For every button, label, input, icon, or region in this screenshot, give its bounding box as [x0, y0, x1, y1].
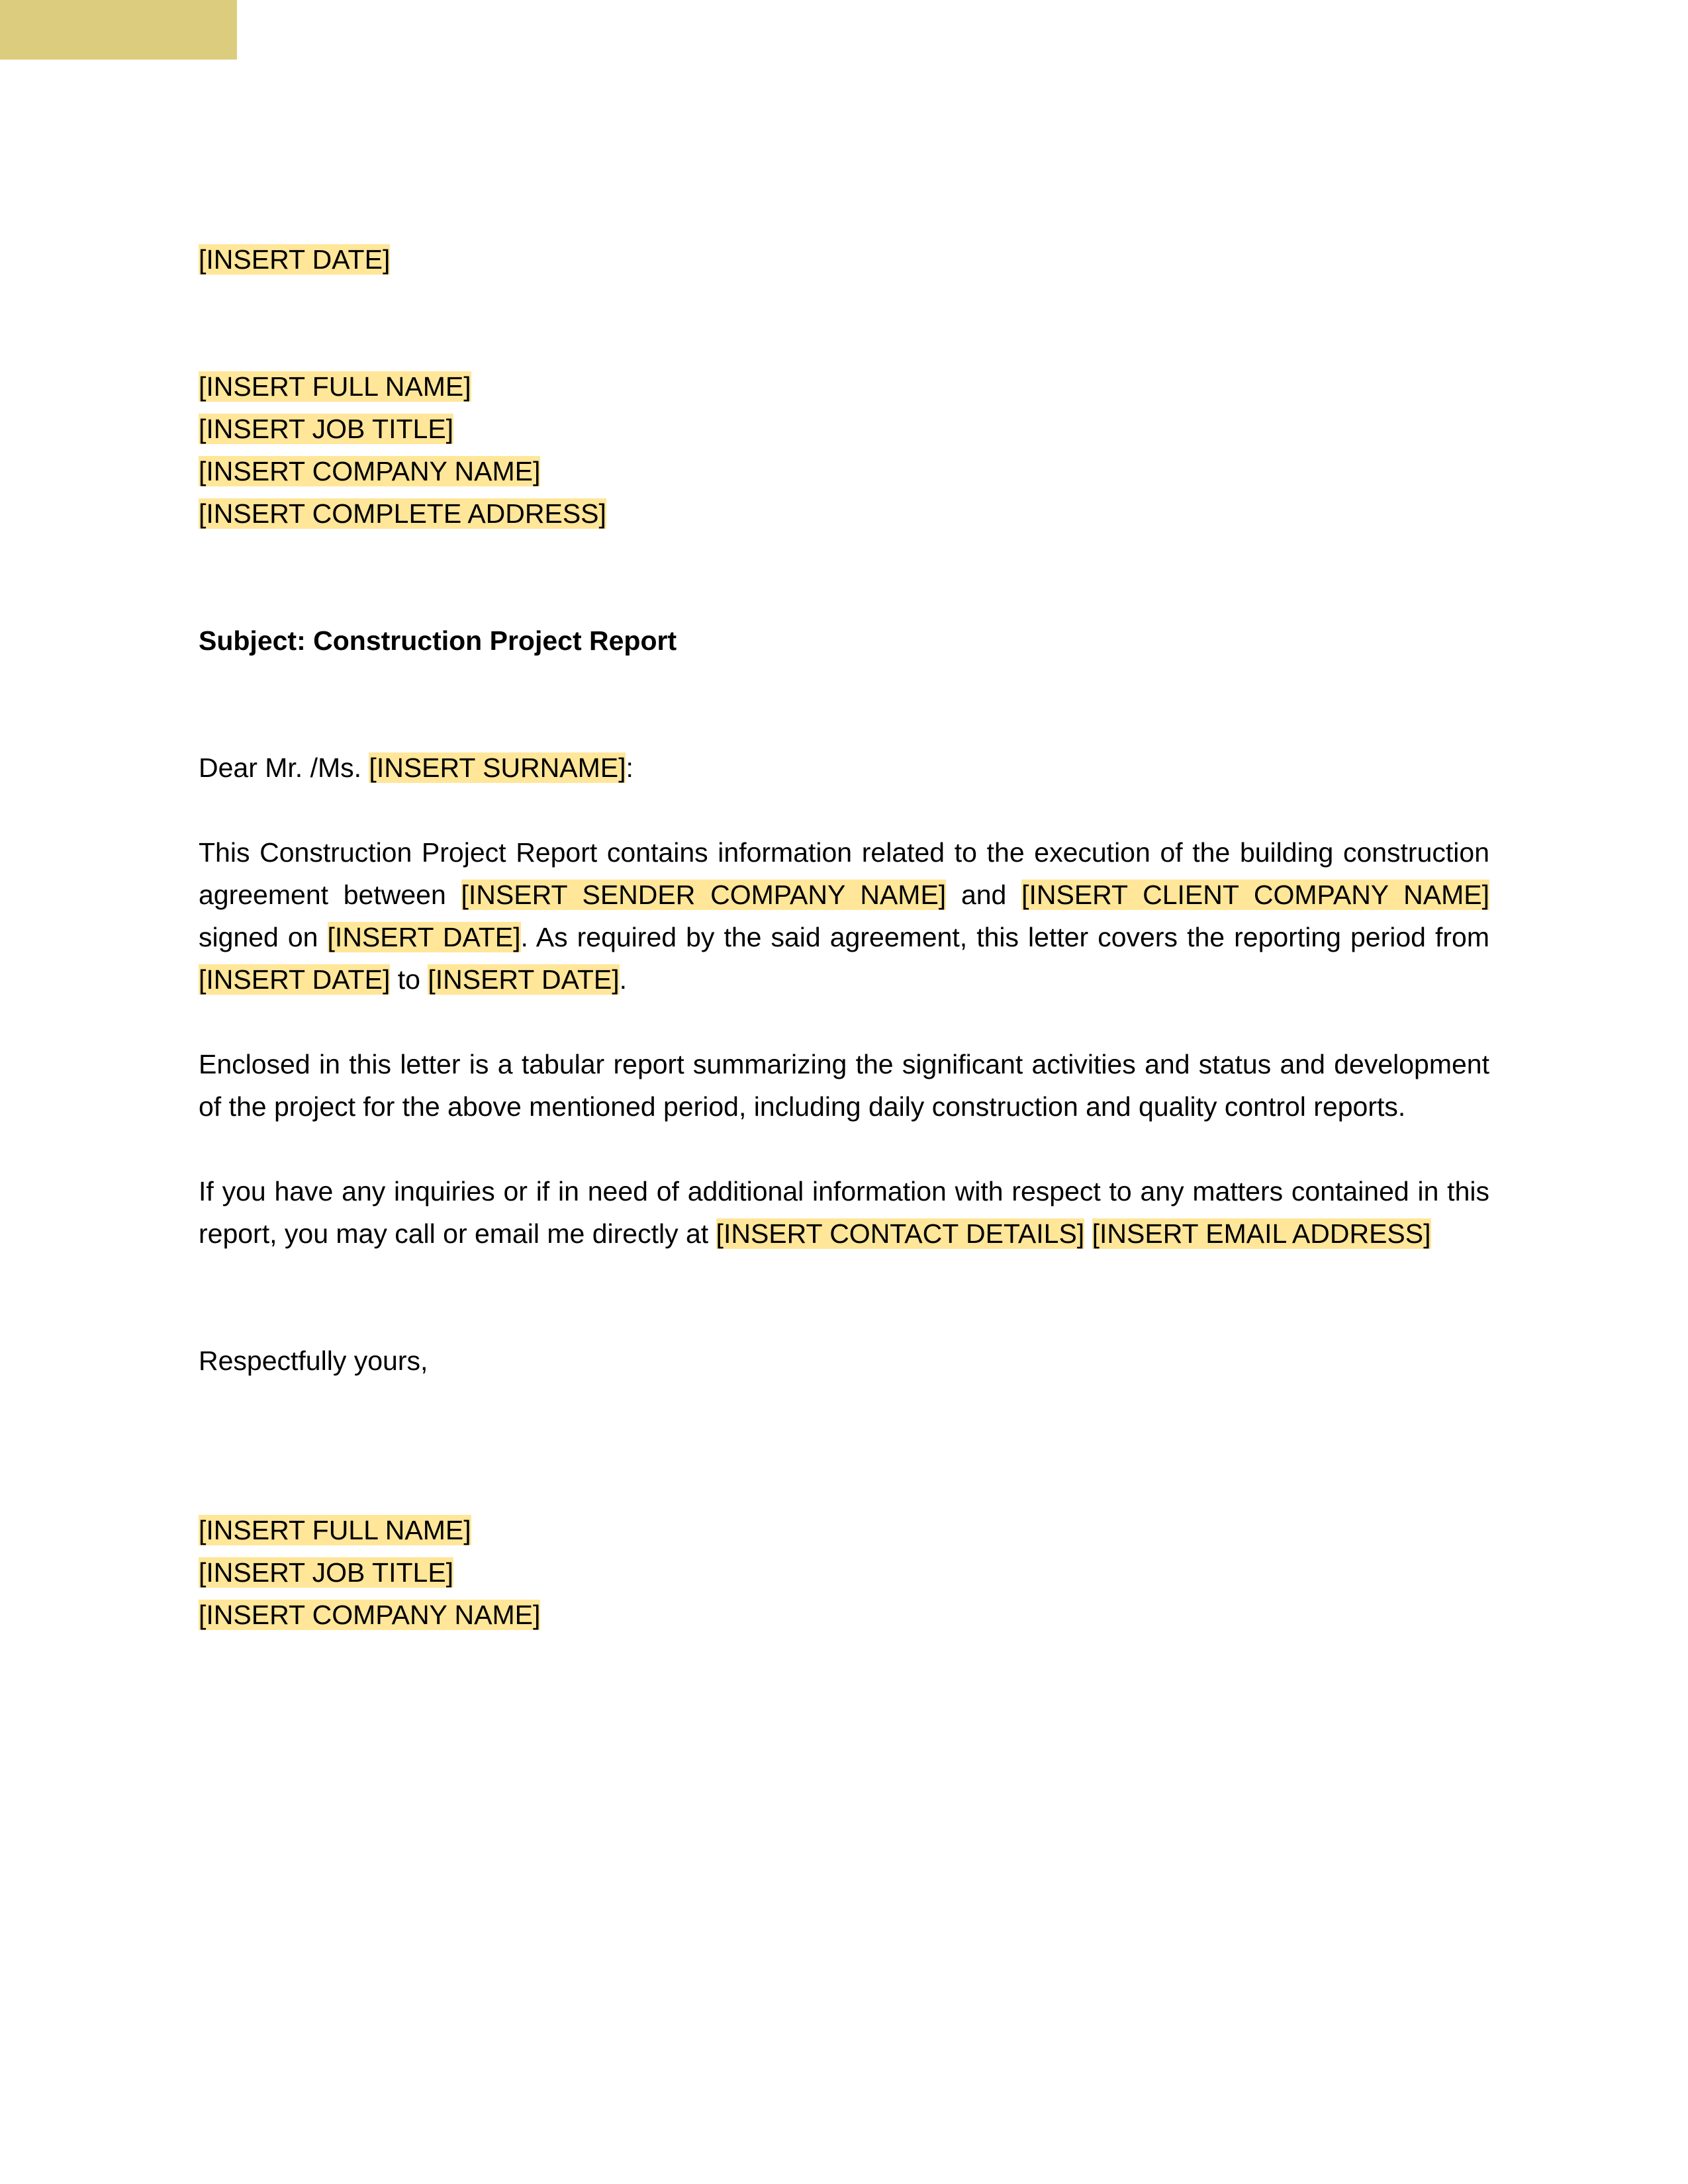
recipient-name-line	[199, 365, 1489, 408]
spacer	[199, 1255, 1489, 1340]
client-company-placeholder: [INSERT CLIENT COMPANY NAME]	[1021, 880, 1489, 910]
paragraph-text: and	[946, 880, 1022, 910]
sender-full-name: [INSERT FULL NAME]	[199, 1515, 471, 1545]
from-date-placeholder: [INSERT DATE]	[199, 964, 391, 995]
sender-company-line	[199, 1594, 1489, 1636]
spacer	[199, 1128, 1489, 1170]
spacer	[199, 662, 1489, 747]
paragraph-agreement	[199, 831, 1489, 1001]
paragraph-text: to	[390, 964, 428, 995]
date-placeholder: [INSERT DATE]	[199, 244, 391, 275]
spacer	[199, 789, 1489, 831]
salutation-prefix: Dear Mr. /Ms.	[199, 752, 369, 783]
paragraph-text: . As required by the said agreement, this letter covers the reporting period from	[520, 922, 1489, 952]
sender-title-line	[199, 1551, 1489, 1594]
paragraph-text: signed on	[199, 922, 328, 952]
salutation	[199, 747, 1489, 789]
spacer	[199, 281, 1489, 365]
recipient-full-name: [INSERT FULL NAME]	[199, 371, 471, 402]
email-address-placeholder: [INSERT EMAIL ADDRESS]	[1092, 1218, 1431, 1249]
sender-company-name: [INSERT COMPANY NAME]	[199, 1600, 541, 1630]
recipient-job-title: [INSERT JOB TITLE]	[199, 414, 454, 444]
paragraph-text	[1084, 1218, 1092, 1249]
sender-company-placeholder: [INSERT SENDER COMPANY NAME]	[461, 880, 947, 910]
paragraph-inquiries	[199, 1170, 1489, 1255]
sender-job-title: [INSERT JOB TITLE]	[199, 1557, 454, 1588]
recipient-company-line	[199, 450, 1489, 492]
subject-line: Subject: Construction Project Report	[199, 625, 677, 656]
paragraph-text: This Construction Project Report contains information related to the execution of the building construction agreement between	[199, 837, 1489, 910]
closing-line: Respectfully yours,	[199, 1345, 428, 1376]
recipient-title-line	[199, 408, 1489, 450]
spacer	[199, 1001, 1489, 1043]
signature-space	[199, 1382, 1489, 1509]
paragraph-text: If you have any inquiries or if in need of additional information with respect to any matters contained in this report, you may call or email me directly at	[199, 1176, 1489, 1249]
paragraph-text: .	[619, 964, 628, 995]
sender-name-line	[199, 1509, 1489, 1551]
to-date-placeholder: [INSERT DATE]	[428, 964, 620, 995]
paragraph-enclosure: Enclosed in this letter is a tabular report summarizing the significant activities and status and development of the project for the above mentioned period, including daily construction and quality control reports.	[199, 1049, 1489, 1122]
recipient-address-line	[199, 492, 1489, 535]
salutation-surname: [INSERT SURNAME]	[369, 752, 626, 783]
header-accent-block	[0, 0, 237, 60]
recipient-address: [INSERT COMPLETE ADDRESS]	[199, 498, 606, 529]
recipient-company-name: [INSERT COMPANY NAME]	[199, 456, 541, 486]
signed-date-placeholder: [INSERT DATE]	[327, 922, 521, 952]
spacer	[199, 535, 1489, 619]
salutation-suffix: :	[626, 752, 633, 783]
letter-date-line	[199, 238, 1489, 281]
letter-body	[199, 238, 1489, 1636]
contact-details-placeholder: [INSERT CONTACT DETAILS]	[716, 1218, 1085, 1249]
